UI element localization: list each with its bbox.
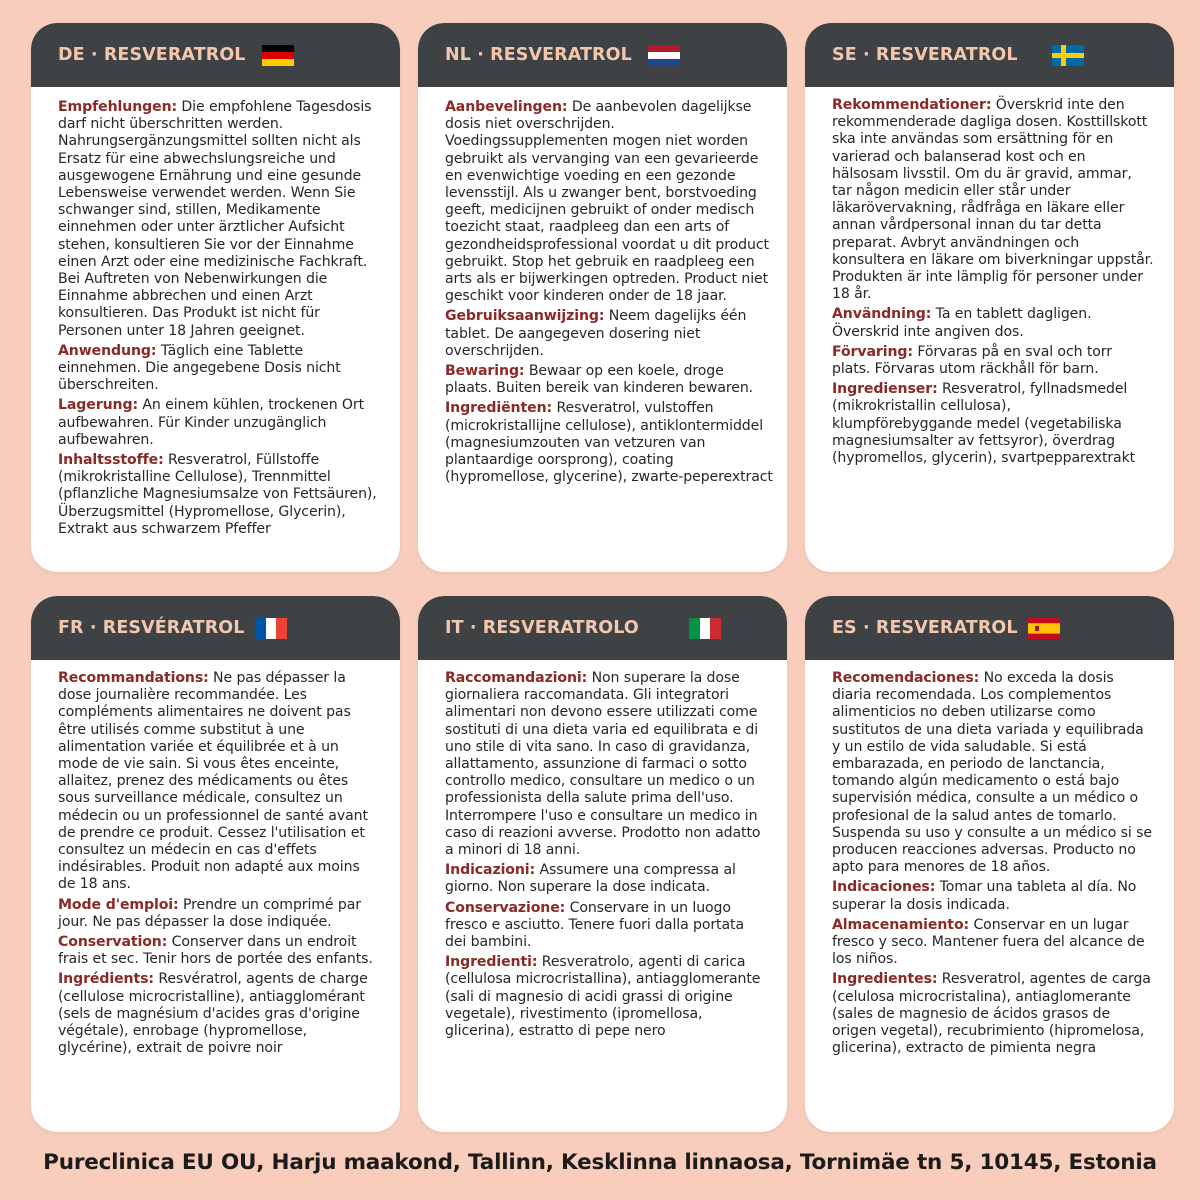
section-label: Recomendaciones: <box>832 670 980 686</box>
section-text: Die empfohlene Tagesdosis darf nicht überschritten werden. Nahrungsergänzungsmittel sollten nicht als Ersatz für eine abwechslungsreiche und ausgewogene Ernährung und eine gesunde Lebensweise verwendet werden. Wenn Sie schwanger sind, stillen, Medikamente einnehmen oder unter ärztlicher Aufsicht stehen, konsultieren Sie vor der Einnahme einen Arzt oder eine medizinische Fachkraft. Bei Auftreten von Nebenwirkungen die Einnahme abbrechen und einen Arzt konsultieren. Das Produkt ist nicht für Personen unter 18 Jahren geeignet. <box>58 99 372 339</box>
company-address-footer: Pureclinica EU OU, Harju maakond, Tallinn, Kesklinna linnaosa, Tornimäe tn 5, 10145, Estonia <box>43 1150 1157 1175</box>
section-label: Almacenamiento: <box>832 916 970 933</box>
section-usage <box>832 306 1154 340</box>
section-text: Tomar una tableta al día. No superar la dosis indicada. <box>832 879 1137 913</box>
sweden-flag-icon <box>1052 45 1084 66</box>
card-body <box>418 660 787 1040</box>
section-ingredients <box>832 971 1154 1057</box>
card-se <box>805 23 1174 572</box>
card-it <box>418 596 787 1132</box>
section-ingredients <box>445 954 767 1040</box>
card-header <box>805 23 1174 87</box>
section-storage <box>832 917 1154 969</box>
section-recommendations <box>832 97 1154 303</box>
section-usage <box>445 862 767 896</box>
section-label: Indicaciones: <box>832 879 936 896</box>
card-title: IT · RESVERATROLO <box>445 618 639 638</box>
section-label: Mode d'emploi: <box>58 896 179 913</box>
section-recommendations <box>445 670 767 859</box>
section-storage <box>58 934 380 968</box>
card-body <box>805 660 1174 1057</box>
section-label: Lagerung: <box>58 397 138 414</box>
card-fr <box>31 596 400 1132</box>
card-header <box>31 596 400 660</box>
section-label: Empfehlungen: <box>58 99 178 115</box>
section-storage <box>58 397 380 449</box>
italy-flag-icon <box>689 618 721 639</box>
section-usage <box>832 879 1154 913</box>
section-label: Indicazioni: <box>445 862 536 879</box>
section-label: Gebruiksaanwijzing: <box>445 308 605 325</box>
section-ingredients <box>58 452 380 538</box>
section-text: Neem dagelijks één tablet. De aangegeven dosering niet overschrijden. <box>445 308 747 359</box>
card-header <box>418 23 787 87</box>
card-header <box>31 23 400 87</box>
section-recommendations <box>58 99 380 340</box>
section-storage <box>445 363 773 397</box>
section-ingredients <box>832 381 1154 467</box>
section-storage <box>832 344 1154 378</box>
section-text: Resveratrol, agentes de carga (celulosa microcristalina), antiaglomerante (sales de magnesio de ácidos grasos de origen vegetal), recubrimiento (hipromelosa, glicerina), extracto de pimienta negra <box>832 971 1151 1057</box>
france-flag-icon <box>255 618 287 639</box>
section-text: Resveratrol, vulstoffen (microkristallijne cellulose), antiklontermiddel (magnesiumzouten van vetzuren van plantaardige oorsprong), coating (hypromellose, glycerine), zwarte-peperextract <box>445 400 773 486</box>
card-title: SE · RESVERATROL <box>832 45 1018 65</box>
card-header <box>418 596 787 660</box>
section-text: Resveratrol, Füllstoffe (mikrokristalline Cellulose), Trennmittel (pflanzliche Magnesiumsalze von Fettsäuren), Überzugsmittel (Hypromellose, Glycerin), Extrakt aus schwarzem Pfeffer <box>58 452 377 537</box>
section-text: Conservare in un luogo fresco e asciutto. Tenere fuori dalla portata dei bambini. <box>445 899 744 951</box>
section-recommendations <box>445 99 773 305</box>
section-label: Ingredienti: <box>445 954 538 971</box>
section-label: Ingrédients: <box>58 971 154 988</box>
card-header <box>805 596 1174 660</box>
section-label: Ingrediënten: <box>445 400 553 417</box>
card-nl <box>418 23 787 572</box>
section-recommendations <box>58 670 380 894</box>
section-text: No exceda la dosis diaria recomendada. Los complementos alimenticios no deben utilizarse como sustitutos de una dieta variada y equilibrada y un estilo de vida saludable. Si está embarazada, en periodo de lanctancia, tomando algún medicamento o está bajo supervisión médica, consulte a un médico o profesional de la salud antes de tomarlo. Suspenda su uso y consulte a un médico si se producen reacciones adversas. Producto no apto para menores de 18 años. <box>832 670 1152 876</box>
section-ingredients <box>445 400 773 486</box>
card-body <box>31 660 400 1057</box>
section-usage <box>445 308 773 360</box>
section-text: Täglich eine Tablette einnehmen. Die angegebene Dosis nicht überschreiten. <box>58 342 341 394</box>
card-body <box>31 87 400 538</box>
section-text: Prendre un comprimé par jour. Ne pas dépasser la dose indiquée. <box>58 896 361 930</box>
card-body <box>805 87 1174 467</box>
section-label: Raccomandazioni: <box>445 670 588 686</box>
card-de <box>31 23 400 572</box>
card-es <box>805 596 1174 1132</box>
section-text: Conservar en un lugar fresco y seco. Mantener fuera del alcance de los niños. <box>832 916 1145 968</box>
section-storage <box>445 900 767 952</box>
section-label: Conservation: <box>58 934 168 951</box>
section-text: Non superare la dose giornaliera raccomandata. Gli integratori alimentari non devono essere utilizzati come sostituti di una dieta varia ed equilibrata e di uno stile di vita sano. In caso di gravidanza, allattamento, assunzione di farmaci o sotto controllo medico, consultare un medico o un professionista della salute prima dell'uso. Interrompere l'uso e consultare un medico in caso di reazioni avverse. Prodotto non adatto a minori di 18 anni. <box>445 670 761 859</box>
section-label: Ingredientes: <box>832 971 938 988</box>
section-usage <box>58 897 380 931</box>
section-text: Ne pas dépasser la dose journalière recommandée. Les compléments alimentaires ne doivent pas être utilisés comme substitut à une alimentation variée et équilibrée et à un mode de vie sain. Si vous êtes enceinte, allaitez, prenez des médicaments ou êtes sous surveillance médicale, consultez un médecin ou un professionnel de santé avant de prendre ce produit. Cessez l'utilisation et consultez un médecin en cas d'effets indésirables. Produit non adapté aux moins de 18 ans. <box>58 670 368 893</box>
section-text: Ta en tablett dagligen. Överskrid inte angiven dos. <box>832 306 1092 340</box>
section-label: Förvaring: <box>832 343 913 360</box>
section-label: Inhaltsstoffe: <box>58 452 164 469</box>
section-label: Ingredienser: <box>832 381 938 398</box>
germany-flag-icon <box>262 45 294 66</box>
section-ingredients <box>58 971 380 1057</box>
section-text: De aanbevolen dagelijkse dosis niet overschrijden. Voedingssupplementen mogen niet worden gebruikt als vervanging van een gevarieerde en evenwichtige voeding en een gezonde levensstijl. Als u zwanger bent, borstvoeding geeft, medicijnen gebruikt of onder medisch toezicht staat, raadpleeg dan een arts of gezondheidsprofessional voordat u dit product gebruikt. Stop het gebruik en raadpleeg een arts als er bijwerkingen optreden. Product niet geschikt voor kinderen onder de 18 jaar. <box>445 99 769 305</box>
card-title: NL · RESVERATROL <box>445 45 632 65</box>
section-text: Bewaar op een koele, droge plaats. Buiten bereik van kinderen bewaren. <box>445 363 754 397</box>
section-text: Resvératrol, agents de charge (cellulose microcristalline), antiagglomérant (sels de magnésium d'acides gras d'origine végétale), enrobage (hypromellose, glycérine), extrait de poivre noir <box>58 971 368 1057</box>
section-text: Resveratrol, fyllnadsmedel (mikrokristallin cellulosa), klumpförebyggande medel (vegetabiliska magnesiumsalter av fettsyror), överdrag (hypromellos, glycerin), svartpepparextrakt <box>832 381 1136 467</box>
section-label: Användning: <box>832 306 932 323</box>
card-title: ES · RESVERATROL <box>832 618 1018 638</box>
section-text: Överskrid inte den rekommenderade dagliga dosen. Kosttillskott ska inte användas som ersättning för en varierad och balanserad kost och en hälsosam livsstil. Om du är gravid, ammar, tar någon medicin eller står under läkarövervakning, rådfråga en läkare eller annan vårdpersonal innan du tar detta preparat. Avbryt användningen och konsultera en läkare om biverkningar uppstår. Produkten är inte lämplig för personer under 18 år. <box>832 97 1154 303</box>
section-text: Conserver dans un endroit frais et sec. Tenir hors de portée des enfants. <box>58 934 373 968</box>
section-recommendations <box>832 670 1154 876</box>
netherlands-flag-icon <box>648 45 680 66</box>
card-title: FR · RESVÉRATROL <box>58 618 245 638</box>
section-usage <box>58 343 380 395</box>
section-label: Conservazione: <box>445 899 566 916</box>
spain-flag-icon <box>1028 618 1060 639</box>
section-label: Recommandations: <box>58 670 209 686</box>
section-text: Resveratrolo, agenti di carica (cellulosa microcristallina), antiagglomerante (sali di magnesio di acidi grassi di origine vegetale), rivestimento (ipromellosa, glicerina), estratto di pepe nero <box>445 954 761 1040</box>
section-label: Rekommendationer: <box>832 97 992 113</box>
card-body <box>418 87 787 486</box>
section-text: Assumere una compressa al giorno. Non superare la dose indicata. <box>445 862 736 896</box>
section-label: Aanbevelingen: <box>445 99 568 115</box>
section-label: Anwendung: <box>58 342 157 359</box>
section-text: An einem kühlen, trockenen Ort aufbewahren. Für Kinder unzugänglich aufbewahren. <box>58 397 365 448</box>
card-title: DE · RESVERATROL <box>58 45 246 65</box>
section-label: Bewaring: <box>445 363 525 380</box>
section-text: Förvaras på en sval och torr plats. Förvaras utom räckhåll för barn. <box>832 343 1112 378</box>
